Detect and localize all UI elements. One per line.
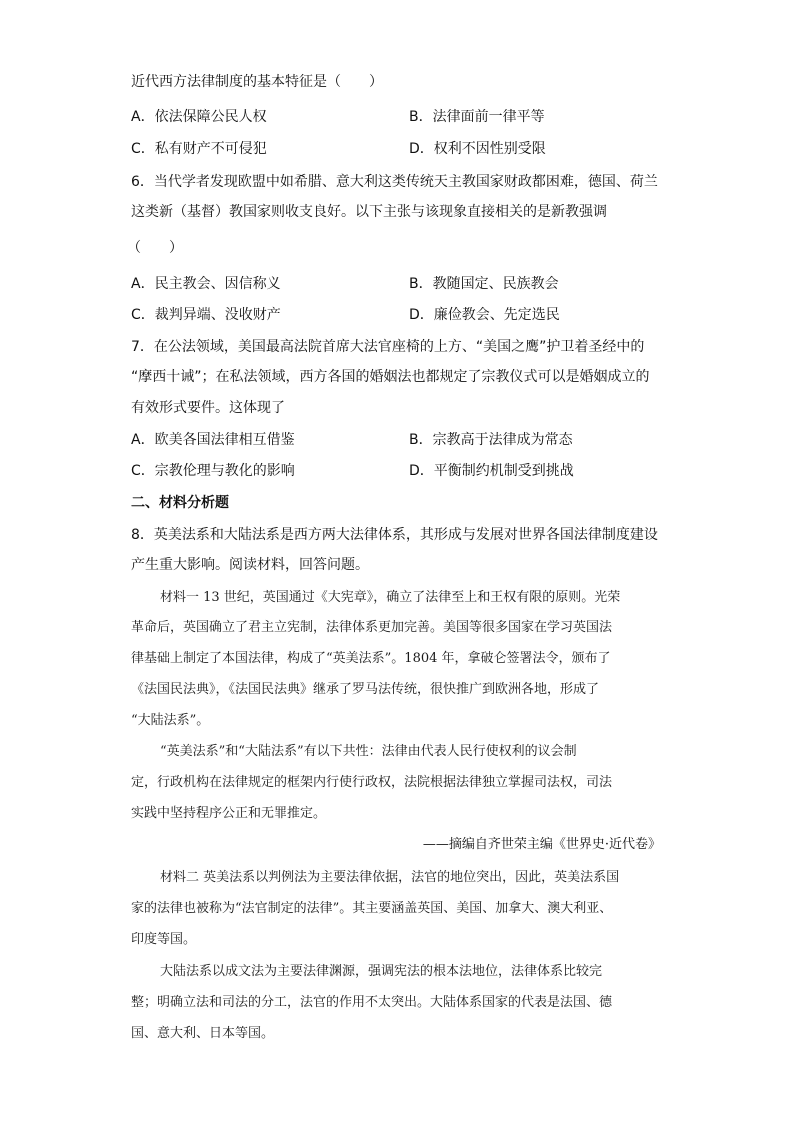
q7-stem-line-2: “摩西十诫”；在私法领域，西方各国的婚姻法也都规定了宗教仪式可以是婚姻成立的 xyxy=(131,369,650,385)
material1-line-5: “大陆法系”。 xyxy=(131,713,210,728)
material2-civil-law-line-3: 国、意大利、日本等国。 xyxy=(131,1026,275,1041)
q6-option-d: D．廉俭教会、先定选民 xyxy=(409,307,560,323)
material1-commonality-line-1: “英美法系”和“大陆法系”有以下共性：法律由代表人民行使权利的议会制 xyxy=(160,744,577,759)
material2-civil-law-line-1: 大陆法系以成文法为主要法律渊源，强调宪法的根本法地位，法律体系比较完 xyxy=(160,964,603,979)
material2-civil-law-line-2: 整；明确立法和司法的分工，法官的作用不太突出。大陆体系国家的代表是法国、德 xyxy=(131,995,613,1010)
q7-option-d: D．平衡制约机制受到挑战 xyxy=(409,463,574,479)
material1-line-4: 《法国民法典》，《法国民法典》继承了罗马法传统，很快推广到欧洲各地，形成了 xyxy=(131,682,600,697)
material1-source: ——摘编自齐世荣主编《世界史·近代卷》 xyxy=(422,837,661,852)
q6-option-c: C．裁判异端、没收财产 xyxy=(131,307,281,323)
q7-option-a: A．欧美各国法律相互借鉴 xyxy=(131,432,295,448)
q6-stem-line-1: 6．当代学者发现欧盟中如希腊、意大利这类传统天主教国家财政都困难，德国、荷兰 xyxy=(131,174,658,190)
q7-stem-line-3: 有效形式要件。这体现了 xyxy=(131,400,285,416)
q6-option-b: B．教随国定、民族教会 xyxy=(409,276,559,292)
material1-line-2: 革命后，英国确立了君主立宪制，法律体系更加完善。美国等很多国家在学习英国法 xyxy=(131,620,613,635)
q5-option-b: B．法律面前一律平等 xyxy=(409,109,545,125)
material2-line-3: 印度等国。 xyxy=(131,932,197,947)
material1-line-3: 律基础上制定了本国法律，构成了“英美法系”。1804 年，拿破仑签署法令，颁布了 xyxy=(131,651,611,666)
section-heading: 二、材料分析题 xyxy=(131,495,229,511)
q7-option-b: B．宗教高于法律成为常态 xyxy=(409,432,573,448)
q8-stem-line-1: 8．英美法系和大陆法系是西方两大法律体系，其形成与发展对世界各国法律制度建设 xyxy=(131,527,658,543)
material1-commonality-line-3: 实践中坚持程序公正和无罪推定。 xyxy=(131,806,327,821)
material1-commonality-line-2: 定，行政机构在法律规定的框架内行使行政权，法院根据法律独立掌握司法权，司法 xyxy=(131,775,613,790)
q7-option-c: C．宗教伦理与教化的影响 xyxy=(131,463,295,479)
q5-option-c: C．私有财产不可侵犯 xyxy=(131,141,267,157)
material1-line-1: 材料一 13 世纪，英国通过《大宪章》，确立了法律至上和王权有限的原则。光荣 xyxy=(160,590,621,605)
q5-option-a: A．依法保障公民人权 xyxy=(131,109,267,125)
q6-stem-line-2: 这类新（基督）教国家则收支良好。以下主张与该现象直接相关的是新教强调 xyxy=(131,204,607,220)
material2-line-1: 材料二 英美法系以判例法为主要法律依据，法官的地位突出，因此，英美法系国 xyxy=(160,870,620,885)
q7-stem-line-1: 7．在公法领域，美国最高法院首席大法官座椅的上方、“美国之鹰”护卫着圣经中的 xyxy=(131,339,645,355)
q5-option-d: D．权利不因性别受限 xyxy=(409,141,546,157)
q5-stem: 近代西方法律制度的基本特征是（ ） xyxy=(131,74,383,90)
q8-stem-line-2: 产生重大影响。阅读材料，回答问题。 xyxy=(131,557,369,573)
q6-option-a: A．民主教会、因信称义 xyxy=(131,276,281,292)
material2-line-2: 家的法律也被称为“法官制定的法律”。其主要涵盖英国、美国、加拿大、澳大利亚、 xyxy=(131,901,613,916)
q6-answer-bracket: （ ） xyxy=(127,240,183,256)
